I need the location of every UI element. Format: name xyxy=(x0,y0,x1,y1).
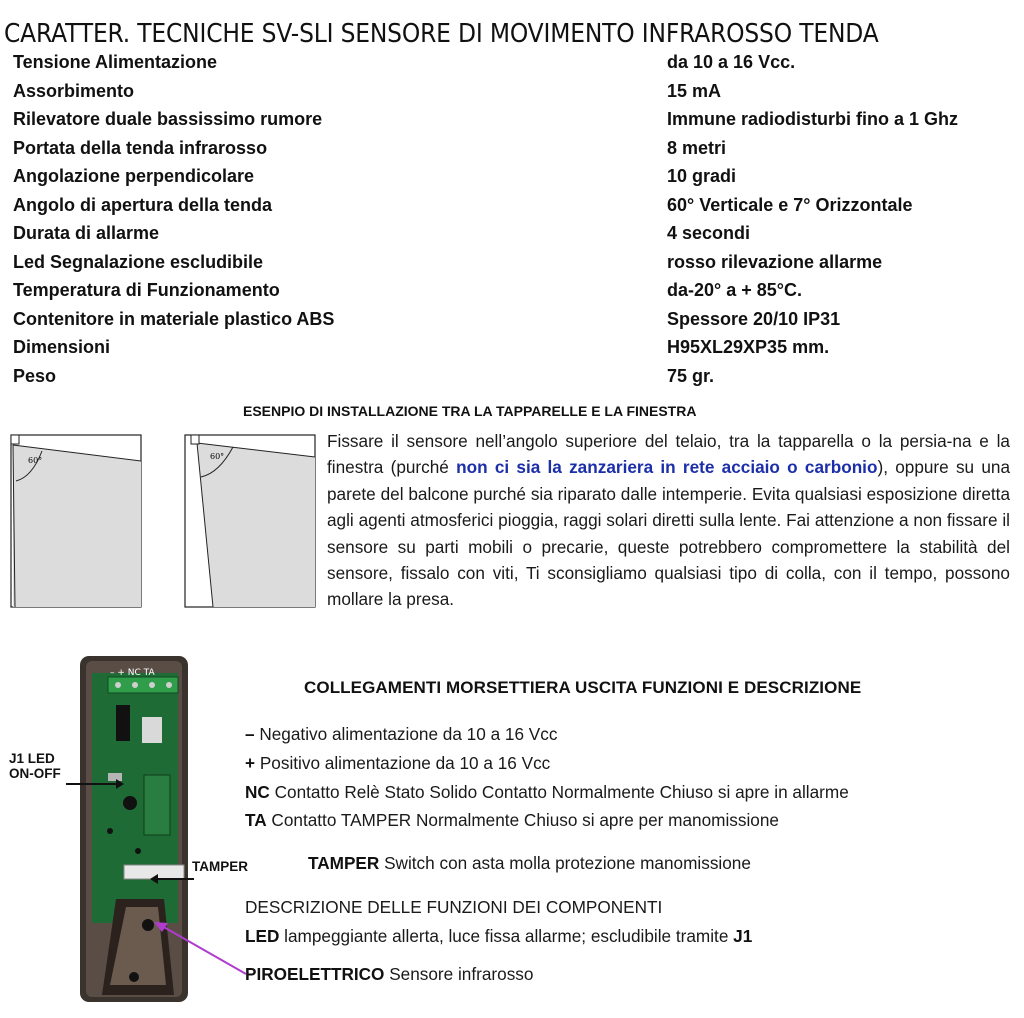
spec-label: Assorbimento xyxy=(13,80,135,101)
callout-tamper: TAMPER xyxy=(192,859,248,874)
angle-label: 60° xyxy=(28,456,43,465)
spec-value: rosso rilevazione allarme xyxy=(667,251,883,272)
spec-row xyxy=(13,81,1013,110)
terminal-screw xyxy=(149,682,155,688)
spec-value: Spessore 20/10 IP31 xyxy=(667,308,841,329)
led xyxy=(123,796,137,810)
spec-row xyxy=(13,280,1013,309)
spec-label: Contenitore in materiale plastico ABS xyxy=(13,308,335,329)
spec-value: 4 secondi xyxy=(667,223,751,243)
connections-title: COLLEGAMENTI MORSETTIERA USCITA FUNZIONI E DESCRIZIONE xyxy=(304,678,862,697)
spec-row xyxy=(13,195,1013,224)
install-paragraph xyxy=(327,428,1010,613)
connection-item xyxy=(245,782,849,803)
install-diagram-left xyxy=(8,433,142,609)
callout-tamper-arrow xyxy=(150,872,195,886)
connection-item xyxy=(245,810,779,831)
spec-label: Rilevatore duale bassissimo rumore xyxy=(13,109,323,129)
spec-row xyxy=(13,166,1013,195)
spec-label: Temperatura di Funzionamento xyxy=(13,280,280,300)
spec-value: 75 gr. xyxy=(667,365,715,386)
terminal-screw xyxy=(132,682,138,688)
install-text-part: Fissare il sensore nell’angolo superiore del telaio, tra la tapparella o la persia-na e la finestra (purché xyxy=(327,431,1010,478)
relay-chip xyxy=(116,705,130,741)
page-title: CARATTER. TECNICHE SV-SLI SENSORE DI MOVIMENTO INFRAROSSO TENDA xyxy=(4,19,879,50)
spec-row xyxy=(13,52,1013,81)
led-description xyxy=(245,926,752,947)
connection-desc: Contatto Relè Stato Solido Contatto Normalmente Chiuso si apre in allarme xyxy=(269,782,849,802)
spec-value: H95XL29XP35 mm. xyxy=(667,337,830,357)
callout-j1-arrow xyxy=(66,778,126,798)
spec-value: 8 metri xyxy=(667,137,727,158)
connection-item xyxy=(245,724,557,745)
tamper-description xyxy=(308,853,751,874)
solder-point xyxy=(135,848,141,854)
install-title: ESENPIO DI INSTALLAZIONE TRA LA TAPPARELLE E LA FINESTRA xyxy=(243,403,697,419)
spec-table xyxy=(13,52,1013,394)
tamper-desc: Switch con asta molla protezione manomissione xyxy=(379,853,751,873)
spec-row xyxy=(13,309,1013,338)
spec-row xyxy=(13,223,1013,252)
connection-item xyxy=(245,753,550,774)
mount-hole xyxy=(129,972,139,982)
terminal-screw xyxy=(115,682,121,688)
spec-label: Tensione Alimentazione xyxy=(13,52,218,72)
callout-j1-line2: ON-OFF xyxy=(9,766,61,781)
led-key: LED xyxy=(245,926,280,946)
spec-label: Dimensioni xyxy=(13,337,111,357)
spec-value: 10 gradi xyxy=(667,166,737,186)
spec-value: da 10 a 16 Vcc. xyxy=(667,52,796,72)
terminal-screw xyxy=(166,682,172,688)
spec-value: da-20° a + 85°C. xyxy=(667,280,802,300)
spec-label: Durata di allarme xyxy=(13,223,160,243)
tamper-key: TAMPER xyxy=(308,853,380,873)
spec-label: Angolazione perpendicolare xyxy=(13,166,255,186)
led-desc: lampeggiante allerta, luce fissa allarme; escludibile tramite xyxy=(279,926,734,946)
spec-row xyxy=(13,337,1013,366)
connection-key: NC xyxy=(245,782,270,802)
spec-value: Immune radiodisturbi fino a 1 Ghz xyxy=(667,109,959,129)
piro-key: PIROELETTRICO xyxy=(245,964,385,984)
piro-desc: Sensore infrarosso xyxy=(384,964,534,984)
connection-desc: Negativo alimentazione da 10 a 16 Vcc xyxy=(254,724,558,744)
spec-label: Led Segnalazione escludibile xyxy=(13,251,264,272)
piro-description xyxy=(245,964,533,985)
callout-j1-led xyxy=(9,751,61,781)
spec-row xyxy=(13,109,1013,138)
led-j1: J1 xyxy=(733,926,753,946)
install-diagram-right xyxy=(183,433,317,609)
callout-j1-line1: J1 LED xyxy=(9,751,55,766)
sensor-marker xyxy=(191,435,199,444)
solder-point xyxy=(107,828,113,834)
connection-key: – xyxy=(245,724,255,744)
spec-label: Angolo di apertura della tenda xyxy=(13,194,273,215)
connection-key: TA xyxy=(245,810,267,830)
spec-row xyxy=(13,366,1013,395)
component xyxy=(142,717,162,743)
connection-desc: Contatto TAMPER Normalmente Chiuso si apre per manomissione xyxy=(266,810,779,830)
spec-value: 60° Verticale e 7° Orizzontale xyxy=(667,194,913,215)
spec-value: 15 mA xyxy=(667,80,722,101)
spec-label: Portata della tenda infrarosso xyxy=(13,137,268,158)
angle-label: 60° xyxy=(210,452,225,461)
install-text-part: ), oppure su una parete del balcone purché sia riparato dalle intemperie. Evita qualsiasi esposizione diretta agli agenti atmosferici pioggia, raggi solari diretti sulla lente. Fai attenzione a non fissare il sensore su parti mobili o precarie, queste potrebbero compromettere la stabilità del sensore, fissalo con viti, Ti sconsigliamo qualsiasi tipo di colla, con il tempo, possono mollare la presa. xyxy=(327,457,1010,610)
sensor-marker xyxy=(11,435,19,444)
detection-curtain xyxy=(197,443,315,607)
spec-row xyxy=(13,252,1013,281)
callout-pyro-arrow xyxy=(152,920,248,980)
spec-row xyxy=(13,138,1013,167)
spec-label: Peso xyxy=(13,365,57,386)
components-title: DESCRIZIONE DELLE FUNZIONI DEI COMPONENTI xyxy=(245,897,663,917)
install-text-highlight: non ci sia la zanzariera in rete acciaio o carbonio xyxy=(456,457,878,478)
connection-desc: Positivo alimentazione da 10 a 16 Vcc xyxy=(255,753,551,773)
terminal-labels: – + NC TA xyxy=(110,668,155,678)
ic-chip xyxy=(144,775,170,835)
connection-key: + xyxy=(245,753,256,773)
